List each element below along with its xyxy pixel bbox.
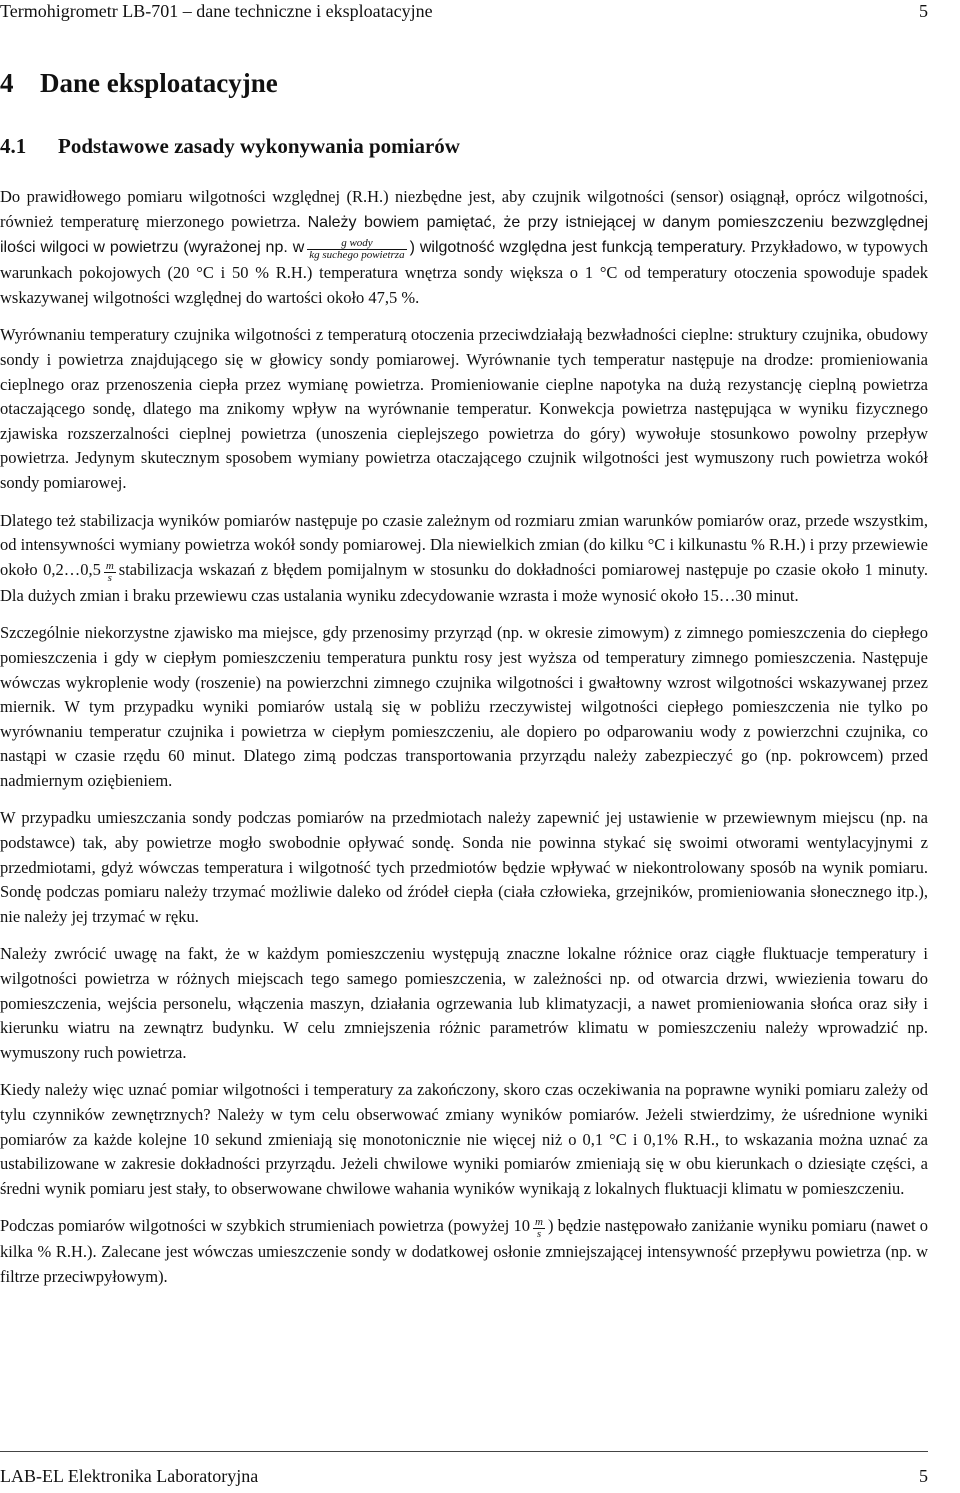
section-number: 4	[0, 68, 14, 98]
paragraph-8	[0, 1214, 928, 1289]
fraction-numerator: m	[105, 559, 114, 572]
subsection-title: Podstawowe zasady wykonywania pomiarów	[58, 134, 460, 158]
paragraph-3-part-a: Dlatego też stabilizacja wyników pomiarów następuje po czasie zależnym od rozmiaru zmian warunków pomiarów oraz, przede wszystkim, od intensywności wymiany powietrza wokół sondy pomiarowej. Dla niewielkich zmian (do kilku °C i kilkunastu % R.H.) i przy przewiewie około 0,2…0,5	[0, 510, 928, 579]
paragraph-8-part-b: ) będzie następowało zaniżanie wyniku pomiaru (nawet o kilka % R.H.). Zalecane jest wówczas umieszczenie sondy w dodatkowej osłonie zmniejszającej intensywność przepływu powietrza (np. w filtrze przeciwpyłowym).	[0, 1216, 928, 1286]
paragraph-8-part-a: Podczas pomiarów wilgotności w szybkich strumieniach powietrza (powyżej 10	[0, 1216, 530, 1236]
paragraph-3	[0, 509, 928, 609]
paragraph-1-part-a: Do prawidłowego pomiaru wilgotności względnej (R.H.) niezbędne jest, aby czujnik wilgotności (sensor) osiągnął, oprócz wilgotności, również temperaturę mierzonego powietrza.	[0, 187, 928, 231]
footer-rule	[0, 1451, 928, 1452]
paragraph-1-part-d: Przykładowo, w typowych warunkach pokojowych (20 °C i 50 % R.H.) temperatura wnętrza sondy większa o 1 °C od temperatury otoczenia spowoduje spadek wskazywanej wilgotności względnej do wartości około 47,5 %.	[0, 237, 929, 307]
subsection-number: 4.1	[0, 134, 27, 158]
absolute-humidity-unit-fraction	[307, 238, 406, 261]
paragraph-2: Wyrównaniu temperatury czujnika wilgotności z temperaturą otoczenia przeciwdziałają bezwładności cieplne: struktury czujnika, obudowy sondy i powietrza znajdującego się w głowicy sondy pomiarowej. Wyrównanie tych temperatur następuje na drodze: promieniowania cieplnego oraz przenoszenia ciepła przez wymianę powietrza. Promieniowanie cieplne napotyka na dużą rezystancję cieplną powietrza otaczającego sondę, dlatego ma znikomy wpływ na wyrównanie temperatur. Konwekcja powietrza następująca w wyniku fizycznego zjawiska rozszerzalności cieplnej powietrza (unoszenia cieplejszego powietrza do góry) wywołuje stosunkowo powolny przepływ powietrza. Jedynym skutecznym sposobem wymiany powietrza otaczającego czujnik wilgotności jest wymuszony ruch powietrza wokół sondy pomiarowej.	[0, 325, 928, 492]
section-heading	[0, 66, 278, 100]
paragraph-1-part-c: ) wilgotność względna jest funkcją temperatury.	[409, 239, 747, 257]
header-title: Termohigrometr LB-701 – dane techniczne i eksploatacyjne	[0, 1, 433, 21]
fraction-numerator: m	[534, 1216, 543, 1229]
fraction-denominator: s	[107, 571, 112, 584]
footer-page-number: 5	[919, 1466, 928, 1486]
footer-company: LAB-EL Elektronika Laboratoryjna	[0, 1466, 259, 1486]
document-body	[0, 185, 928, 1303]
paragraph-6: Należy zwrócić uwagę na fakt, że w każdym pomieszczeniu występują znaczne lokalne różnice oraz ciągłe fluktuacje temperatury i wilgotności powietrza w różnych miejscach tego samego pomieszczenia, w zależności np. od otwarcia drzwi, wwiezienia towaru do pomieszczenia, wejścia personelu, włączenia maszyn, działania ogrzewania lub klimatyzacji, a nawet promieniowania słońca oraz siły i kierunku wiatru na zewnątrz budynku. W celu zmniejszenia różnic parametrów klimatu w pomieszczeniu należy wprowadzić np. wymuszony ruch powietrza.	[0, 944, 928, 1062]
fraction-denominator: s	[536, 1228, 542, 1241]
velocity-unit-fraction	[533, 1217, 545, 1240]
paragraph-3-part-b: stabilizacja wskazań z błędem pomijalnym w stosunku do dokładności pomiarowej następuje po czasie około 1 minuty. Dla dużych zmian i braku przewiewu czas ustalania wyniku zdecydowanie wzrasta i może wynosić około 15…30 minut.	[0, 559, 928, 605]
subsection-heading	[0, 132, 460, 160]
paragraph-1	[0, 185, 928, 310]
paragraph-5: W przypadku umieszczania sondy podczas pomiarów na przedmiotach należy zapewnić jej ustawienie w przewiewnym miejscu (np. na podstawce) tak, aby powietrze mogło swobodnie opływać sondę. Sonda nie powinna stykać się swoimi otworami wentylacyjnymi z przedmiotami, gdyż wówczas temperatura i wilgotność tych przedmiotów będzie wpływać w niekontrolowany sposób na wynik pomiaru. Sondę podczas pomiaru należy trzymać możliwie daleko od źródeł ciepła (ciała człowieka, grzejników, promieniowania słonecznego itp.), nie należy jej trzymać w ręku.	[0, 808, 928, 926]
section-title: Dane eksploatacyjne	[40, 68, 278, 98]
paragraph-4: Szczególnie niekorzystne zjawisko ma miejsce, gdy przenosimy przyrząd (np. w okresie zimowym) z zimnego pomieszczenia do ciepłego pomieszczenia i gdy w ciepłym pomieszczeniu temperatura punktu rosy jest wyższa od temperatury zimnego pomieszczenia. Następuje wówczas wykroplenie wody (roszenie) na powierzchni zimnego czujnika wilgotności i gwałtowny wzrost wilgotności wskazywanej przez miernik. W tym przypadku wyniki pomiarów ustalą się w pobliżu rzeczywistej wilgotności ciepłego pomieszczenia nie tylko po wyrównaniu temperatur czujnika i powietrza w ciepłym pomieszczeniu, ale dopiero po odparowaniu wody z powierzchni czujnika, co nastąpi w czasie rzędu 60 minut. Dlatego zimą podczas transportowania przyrządu należy zabezpieczyć go (np. pokrowcem) przed nadmiernym oziębieniem.	[0, 623, 928, 790]
paragraph-7: Kiedy należy więc uznać pomiar wilgotności i temperatury za zakończony, skoro czas oczekiwania na poprawne wyniki pomiaru zależy od tylu czynników zewnętrznych? Należy w tym celu obserwować zmiany wyników pomiarów. Jeżeli stwierdzimy, że uśrednione wyniki pomiarów za każde kolejne 10 sekund zmieniają się monotonicznie nie więcej niż o 0,1 °C i 0,1% R.H., to wskazania można uznać za ustabilizowane w zakresie dokładności przyrządu. Jeżeli chwilowe wyniki pomiarów zmieniają się w obu kierunkach o dziesiąte części, a średni wynik pomiaru jest stały, to obserwowane chwilowe wahania wyników wynikają z lokalnych fluktuacji klimatu w pomieszczeniu.	[0, 1080, 928, 1198]
fraction-numerator: g wody	[307, 238, 406, 250]
page-footer	[0, 1465, 928, 1489]
velocity-unit-fraction	[104, 561, 116, 584]
paragraph-1-part-b: Należy bowiem pamiętać, że przy istniejącej w danym pomieszczeniu bezwzględnej ilości wilgoci w powietrzu (wyrażonej np. w	[0, 213, 929, 257]
page-header	[0, 0, 928, 24]
header-page-number: 5	[919, 1, 928, 21]
fraction-denominator: kg suchego powietrza	[309, 249, 405, 262]
